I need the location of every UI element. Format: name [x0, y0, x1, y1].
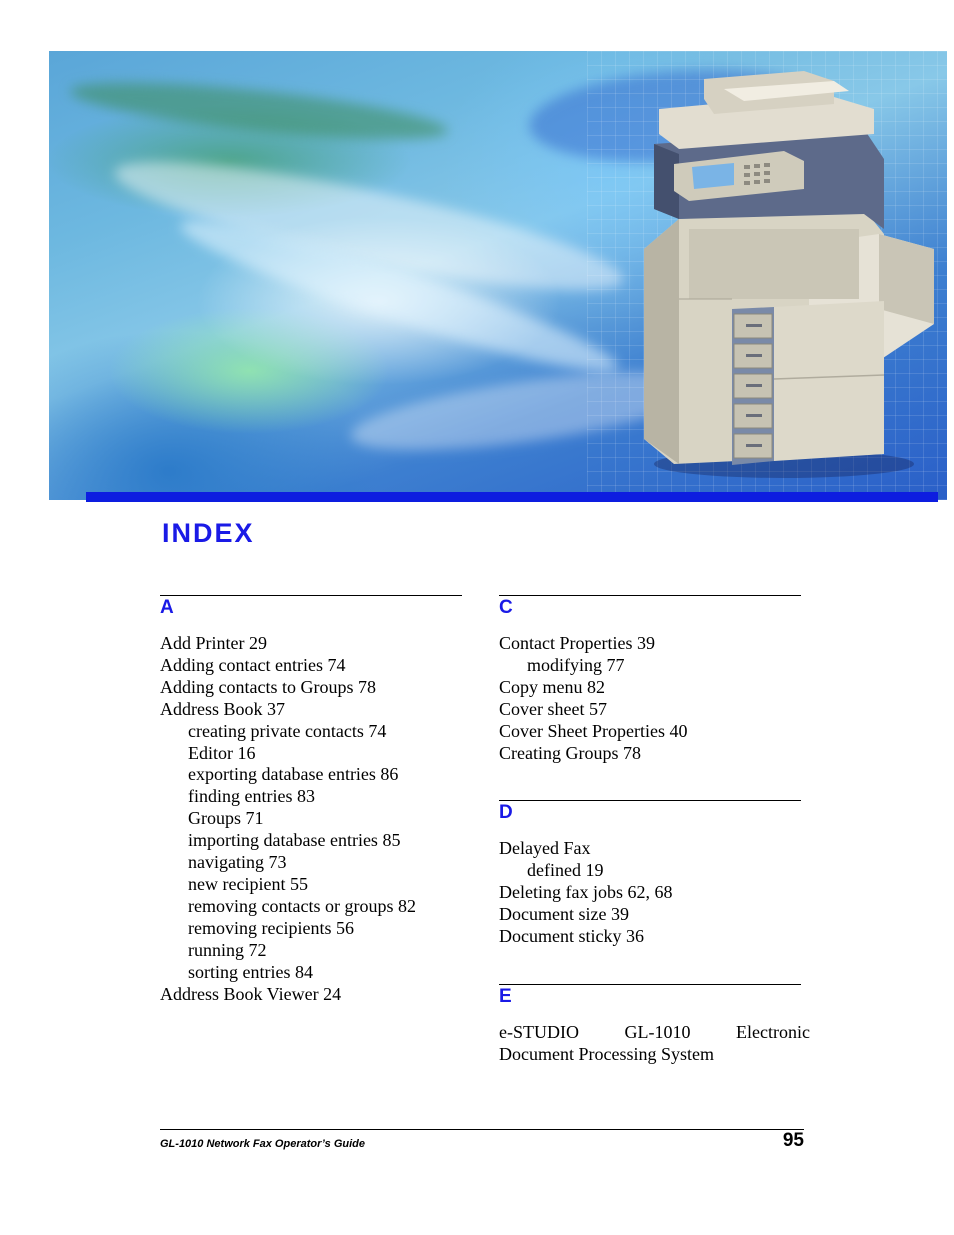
index-entry-word: Electronic — [736, 1022, 810, 1042]
index-entry — [499, 1022, 810, 1044]
index-section-c — [499, 595, 801, 764]
index-entry: Creating Groups 78 — [499, 742, 641, 763]
page-number: 95 — [782, 1130, 804, 1151]
section-entries — [160, 633, 462, 1005]
index-entry: Cover sheet 57 — [499, 698, 607, 719]
index-entry: Contact Properties 39 — [499, 633, 655, 653]
index-subentry: finding entries 83 — [188, 786, 315, 807]
index-subentry: Editor 16 — [188, 742, 256, 763]
index-subentry: creating private contacts 74 — [188, 720, 387, 741]
footer-rule — [160, 1129, 804, 1130]
copier-machine-image — [634, 69, 939, 489]
index-subentry: new recipient 55 — [188, 873, 308, 894]
index-entry-word: e-STUDIO — [499, 1022, 579, 1042]
index-subentry: running 72 — [188, 939, 267, 960]
index-entry: Document size 39 — [499, 903, 629, 924]
section-letter: E — [499, 986, 512, 1007]
index-entry: Document sticky 36 — [499, 925, 644, 946]
header-banner-image — [49, 51, 947, 500]
index-entry: Address Book Viewer 24 — [160, 983, 342, 1004]
index-subentry: modifying 77 — [527, 654, 625, 675]
index-subentry: Groups 71 — [188, 808, 264, 829]
index-entry: Copy menu 82 — [499, 676, 605, 697]
index-entry-continuation: Document Processing System — [499, 1043, 714, 1064]
index-subentry: navigating 73 — [188, 852, 287, 873]
section-rule — [499, 984, 801, 985]
index-entry-word: GL-1010 — [624, 1022, 691, 1042]
index-entry: Deleting fax jobs 62, 68 — [499, 881, 673, 902]
index-entry: Delayed Fax — [499, 838, 591, 858]
index-entry: Address Book 37 — [160, 698, 285, 719]
index-subentry: removing recipients 56 — [188, 917, 354, 938]
index-entry: Adding contact entries 74 — [160, 654, 346, 675]
section-letter: C — [499, 597, 513, 618]
section-letter: A — [160, 597, 174, 618]
index-entry: Adding contacts to Groups 78 — [160, 676, 376, 697]
banner-divider — [86, 492, 938, 502]
section-rule — [499, 595, 801, 596]
section-rule — [160, 595, 462, 596]
section-entries — [499, 633, 801, 764]
section-entries — [499, 1022, 810, 1066]
footer-guide-title: GL-1010 Network Fax Operator’s Guide — [160, 1138, 365, 1150]
section-rule — [499, 800, 801, 801]
index-entry: Add Printer 29 — [160, 633, 267, 653]
index-entry: Cover Sheet Properties 40 — [499, 720, 688, 741]
banner-streak — [68, 71, 450, 151]
index-subentry: defined 19 — [527, 859, 604, 880]
index-subentry: exporting database entries 86 — [188, 764, 399, 785]
index-section-a — [160, 595, 462, 1005]
index-section-e — [499, 984, 810, 1066]
section-letter: D — [499, 802, 513, 823]
index-subentry: sorting entries 84 — [188, 961, 313, 982]
page-title: INDEX — [162, 518, 255, 548]
section-entries — [499, 838, 801, 948]
index-subentry: importing database entries 85 — [188, 830, 401, 851]
index-subentry: removing contacts or groups 82 — [188, 895, 416, 916]
index-section-d — [499, 800, 801, 948]
